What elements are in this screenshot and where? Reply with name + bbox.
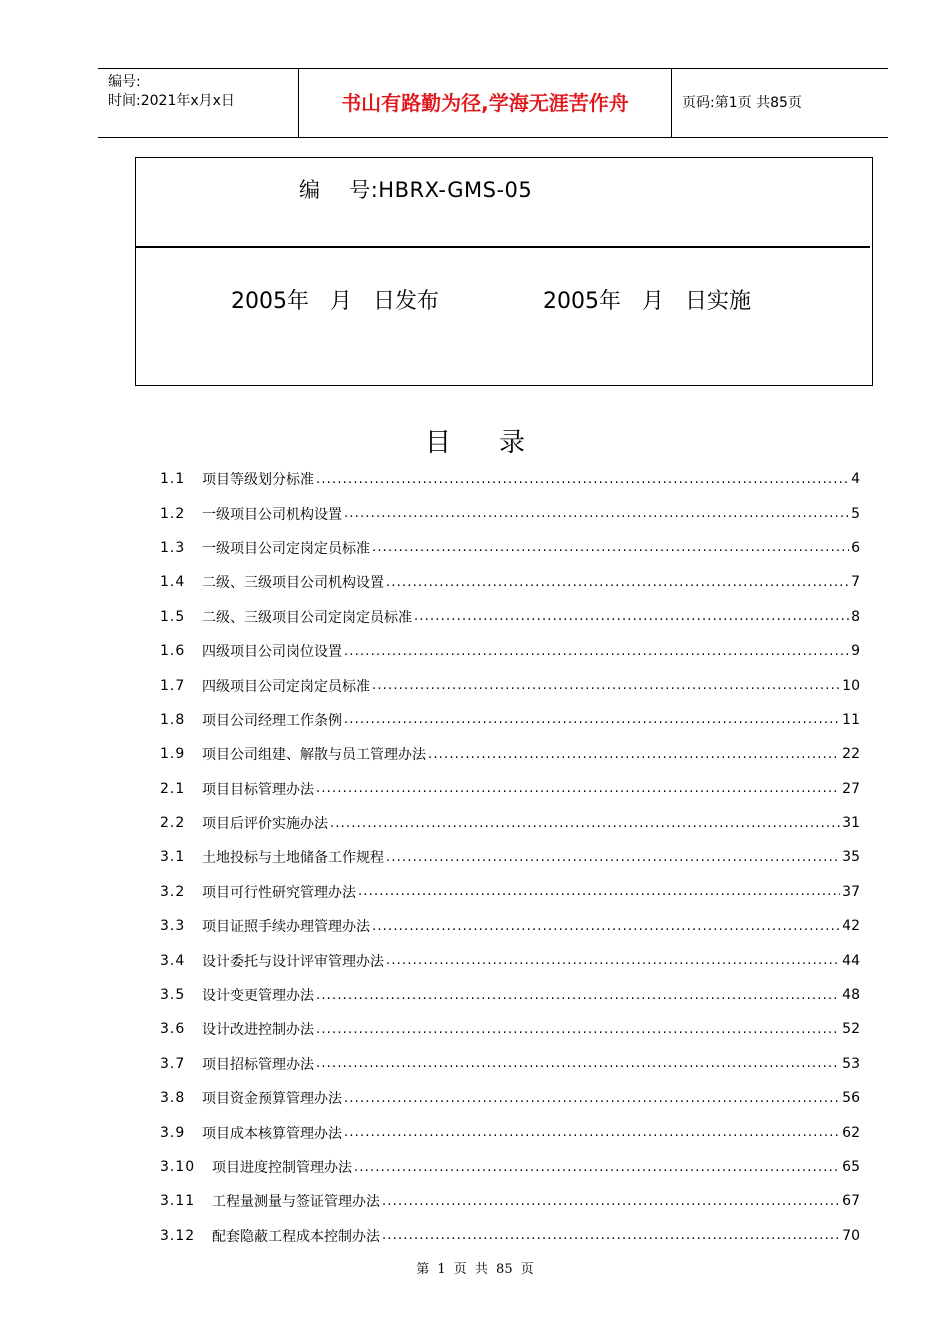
header-meta [98,69,298,137]
toc-item-number: 1.4 [160,574,186,591]
toc-item-page: 8 [851,608,860,625]
toc-item-page: 67 [842,1193,860,1210]
toc-item-leader [344,644,849,659]
toc-item-leader [386,953,840,968]
header-page-info: 页码:第1页 共85页 [682,95,802,111]
toc-item[interactable] [160,943,860,977]
toc-item[interactable] [160,1184,860,1218]
toc-item-number: 3.11 [160,1193,196,1210]
divider-line [136,246,870,248]
toc-item[interactable] [160,840,860,874]
toc-item-title: 二级、三级项目公司机构设置 [202,575,384,592]
toc-item-leader [344,712,840,727]
header-number-label: 编号: [108,74,141,90]
toc-item-leader [358,884,840,899]
toc-item-number: 3.4 [160,952,186,969]
toc-item-title: 项目公司经理工作条例 [202,712,342,729]
document-code: 编 号:HBRX-GMS-05 [299,178,533,202]
toc-item[interactable] [160,1012,860,1046]
toc-item-page: 65 [842,1159,860,1175]
toc-item[interactable] [160,737,860,771]
page-footer: 第 1 页 共 85 页 [416,1262,534,1277]
toc-item-leader [344,506,849,521]
toc-item-page: 27 [842,780,860,797]
toc-item-leader [372,919,840,934]
toc-item-number: 1.5 [160,608,186,625]
toc-item-leader [316,988,840,1003]
toc-item[interactable] [160,909,860,943]
toc-item-title: 项目可行性研究管理办法 [202,884,356,901]
toc-item[interactable] [160,806,860,840]
toc-title: 目录 [424,428,573,458]
toc-item-title: 设计变更管理办法 [202,988,314,1005]
toc-item[interactable] [160,462,860,496]
toc-item-page: 53 [842,1055,860,1072]
toc-item-page: 5 [851,505,860,522]
toc-item[interactable] [160,772,860,806]
toc-item-number: 1.6 [160,643,186,660]
toc-item[interactable] [160,1047,860,1081]
toc-item[interactable] [160,634,860,668]
toc-item[interactable] [160,496,860,530]
toc-item-page: 48 [842,987,860,1004]
toc-item[interactable] [160,668,860,702]
table-of-contents [160,462,860,1253]
toc-item-title: 项目目标管理办法 [202,781,314,798]
toc-item-title: 项目证照手续办理管理办法 [202,919,370,936]
document-info-box [135,157,873,386]
toc-item-number: 1.8 [160,711,186,728]
toc-item-leader [386,850,840,865]
toc-item-page: 35 [842,849,860,866]
toc-item-title: 项目进度控制管理办法 [212,1160,352,1176]
publish-date: 2005年 月 日发布 [231,289,439,314]
toc-item-number: 1.9 [160,746,186,763]
toc-item-number: 3.12 [160,1227,196,1244]
toc-item-page: 37 [842,883,860,900]
toc-item[interactable] [160,600,860,634]
toc-item-leader [372,678,840,693]
toc-item-leader [316,1056,840,1071]
toc-item-page: 52 [842,1021,860,1038]
toc-item-title: 一级项目公司机构设置 [202,506,342,523]
toc-item-leader [354,1160,840,1175]
page-header [98,68,888,138]
toc-item-page: 70 [842,1227,860,1244]
toc-item-title: 项目资金预算管理办法 [202,1091,342,1108]
toc-item-leader [330,816,840,831]
toc-item-leader [372,540,849,555]
toc-item[interactable] [160,565,860,599]
toc-item-title: 设计改进控制办法 [202,1022,314,1039]
toc-item-page: 56 [842,1090,860,1107]
toc-item-page: 10 [842,677,860,694]
toc-item-number: 3.8 [160,1090,186,1107]
toc-item-title: 一级项目公司定岗定员标准 [202,540,370,557]
toc-item-number: 2.1 [160,780,186,797]
toc-item-title: 四级项目公司岗位设置 [202,644,342,661]
header-time-label: 时间:2021年x月x日 [108,93,235,109]
toc-item[interactable] [160,1115,860,1149]
toc-item[interactable] [160,703,860,737]
toc-item-page: 9 [851,643,860,660]
toc-item-title: 项目招标管理办法 [202,1056,314,1073]
toc-item[interactable] [160,1081,860,1115]
toc-item-title: 项目成本核算管理办法 [202,1125,342,1142]
toc-item-leader [344,1091,840,1106]
toc-item-number: 1.3 [160,539,186,556]
toc-item-number: 3.9 [160,1124,186,1141]
toc-item-leader [382,1228,840,1243]
toc-item[interactable] [160,1219,860,1253]
toc-item-leader [428,747,840,762]
toc-item-page: 62 [842,1124,860,1141]
toc-item-page: 6 [851,539,860,556]
toc-item-title: 土地投标与土地储备工作规程 [202,850,384,867]
toc-item-number: 1.2 [160,505,186,522]
toc-item-page: 42 [842,918,860,935]
toc-item-leader [414,609,849,624]
toc-item-page: 7 [851,574,860,591]
toc-item-title: 项目后评价实施办法 [202,816,328,833]
toc-item-page: 44 [842,952,860,969]
toc-item-number: 3.7 [160,1055,186,1072]
implement-date: 2005年 月 日实施 [543,289,751,314]
toc-item-title: 项目等级划分标准 [202,472,314,489]
toc-item-leader [344,1125,840,1140]
toc-item-leader [316,781,840,796]
toc-item-number: 1.7 [160,677,186,694]
toc-item[interactable] [160,875,860,909]
toc-item-number: 1.1 [160,471,186,488]
toc-item-leader [382,1194,840,1209]
toc-item-number: 3.1 [160,849,186,866]
toc-item[interactable] [160,531,860,565]
toc-item-leader [386,575,849,590]
toc-item-page: 4 [851,471,860,488]
toc-item-title: 四级项目公司定岗定员标准 [202,678,370,695]
toc-item-number: 3.6 [160,1021,186,1038]
toc-item-title: 设计委托与设计评审管理办法 [202,953,384,970]
toc-item[interactable] [160,1150,860,1184]
toc-item[interactable] [160,978,860,1012]
header-slogan: 书山有路勤为径,学海无涯苦作舟 [298,69,672,137]
toc-item-title: 项目公司组建、解散与员工管理办法 [202,747,426,764]
toc-item-page: 22 [842,746,860,763]
toc-item-leader [316,472,849,487]
toc-item-number: 3.10 [160,1159,196,1175]
toc-item-page: 11 [842,711,860,728]
toc-item-leader [316,1022,840,1037]
toc-item-title: 配套隐蔽工程成本控制办法 [212,1228,380,1245]
toc-item-number: 3.3 [160,918,186,935]
toc-item-number: 3.2 [160,883,186,900]
toc-item-page: 31 [842,815,860,832]
toc-item-number: 3.5 [160,987,186,1004]
toc-item-title: 工程量测量与签证管理办法 [212,1194,380,1211]
toc-item-title: 二级、三级项目公司定岗定员标准 [202,609,412,626]
toc-item-number: 2.2 [160,815,186,832]
